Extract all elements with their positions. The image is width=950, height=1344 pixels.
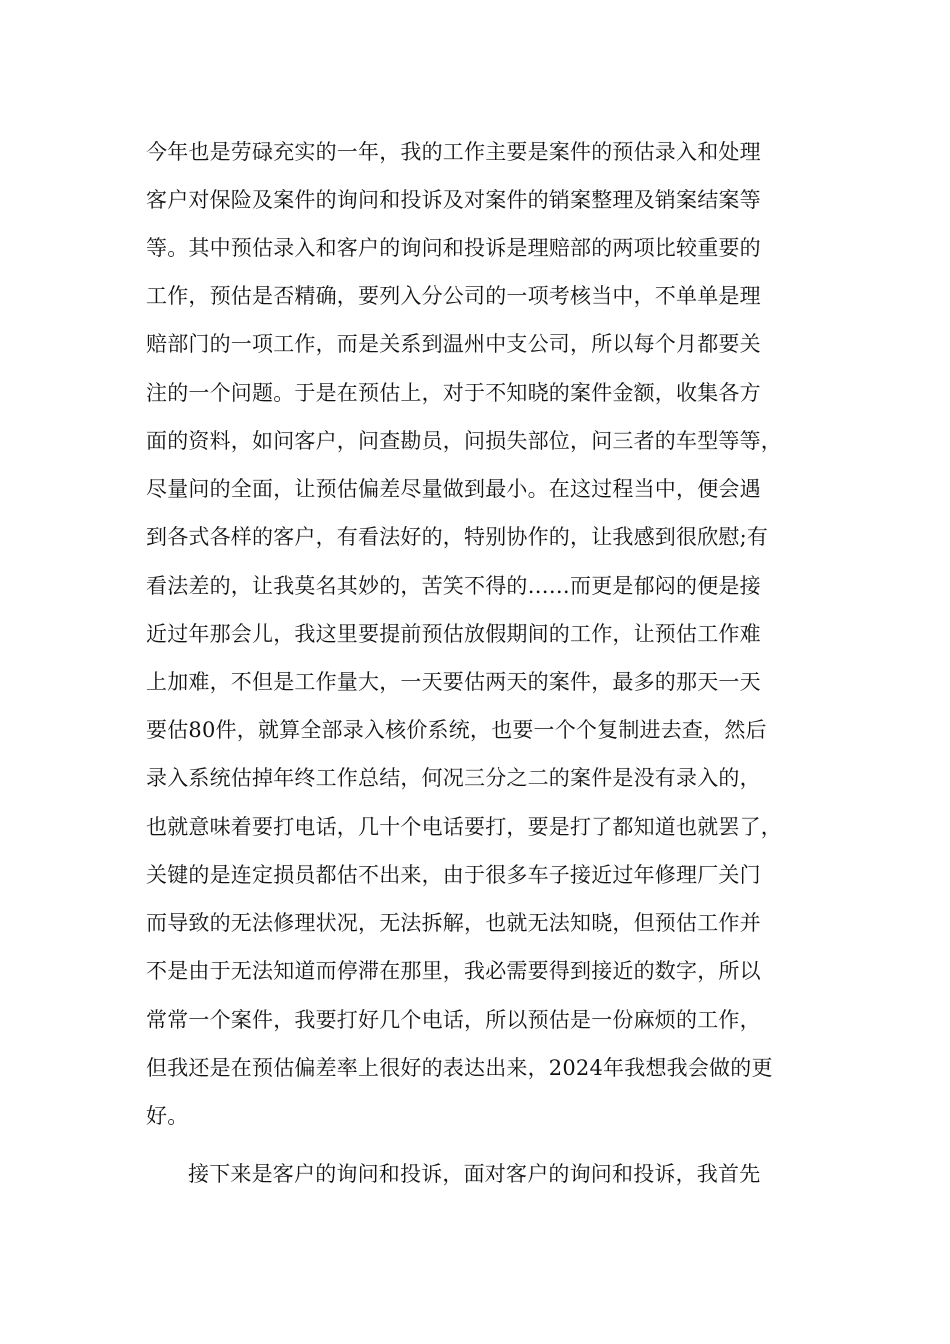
text-line: 面的资料，如问客户，问查勘员，问损失部位，问三者的车型等等， [146, 429, 782, 453]
text-line: 上加难，不但是工作量大，一天要估两天的案件，最多的那天一天 [146, 670, 761, 694]
text-line: 但我还是在预估偏差率上很好的表达出来，2024年我想我会做的更 [146, 1056, 773, 1080]
text-line: 赔部门的一项工作，而是关系到温州中支公司，所以每个月都要关 [146, 332, 761, 356]
text-line: 不是由于无法知道而停滞在那里，我必需要得到接近的数字，所以 [146, 959, 761, 983]
text-line: 接下来是客户的询问和投诉，面对客户的询问和投诉，我首先 [188, 1162, 761, 1186]
text-line: 尽量问的全面，让预估偏差尽量做到最小。在这过程当中，便会遇 [146, 477, 761, 501]
text-line: 看法差的，让我莫名其妙的，苦笑不得的……而更是郁闷的便是接 [146, 574, 761, 598]
text-line: 而导致的无法修理状况，无法拆解，也就无法知晓，但预估工作并 [146, 911, 761, 935]
text-line: 近过年那会儿，我这里要提前预估放假期间的工作，让预估工作难 [146, 622, 761, 646]
text-line: 注的一个问题。于是在预估上，对于不知晓的案件金额，收集各方 [146, 381, 761, 405]
text-line: 常常一个案件，我要打好几个电话，所以预估是一份麻烦的工作， [146, 1008, 761, 1032]
text-line: 关键的是连定损员都估不出来，由于很多车子接近过年修理厂关门 [146, 863, 761, 887]
text-line: 等。其中预估录入和客户的询问和投诉是理赔部的两项比较重要的 [146, 236, 761, 260]
text-line: 要估80件，就算全部录入核价系统，也要一个个复制进去查，然后 [146, 718, 767, 742]
text-line: 客户对保险及案件的询问和投诉及对案件的销案整理及销案结案等 [146, 188, 761, 212]
text-line: 录入系统估掉年终工作总结，何况三分之二的案件是没有录入的， [146, 766, 761, 790]
text-line: 好。 [146, 1104, 189, 1128]
text-line: 工作，预估是否精确，要列入分公司的一项考核当中，不单单是理 [146, 284, 761, 308]
text-line: 到各式各样的客户，有看法好的，特别协作的，让我感到很欣慰;有 [146, 525, 769, 549]
text-line: 今年也是劳碌充实的一年，我的工作主要是案件的预估录入和处理 [146, 140, 761, 164]
text-line: 也就意味着要打电话，几十个电话要打，要是打了都知道也就罢了， [146, 815, 782, 839]
